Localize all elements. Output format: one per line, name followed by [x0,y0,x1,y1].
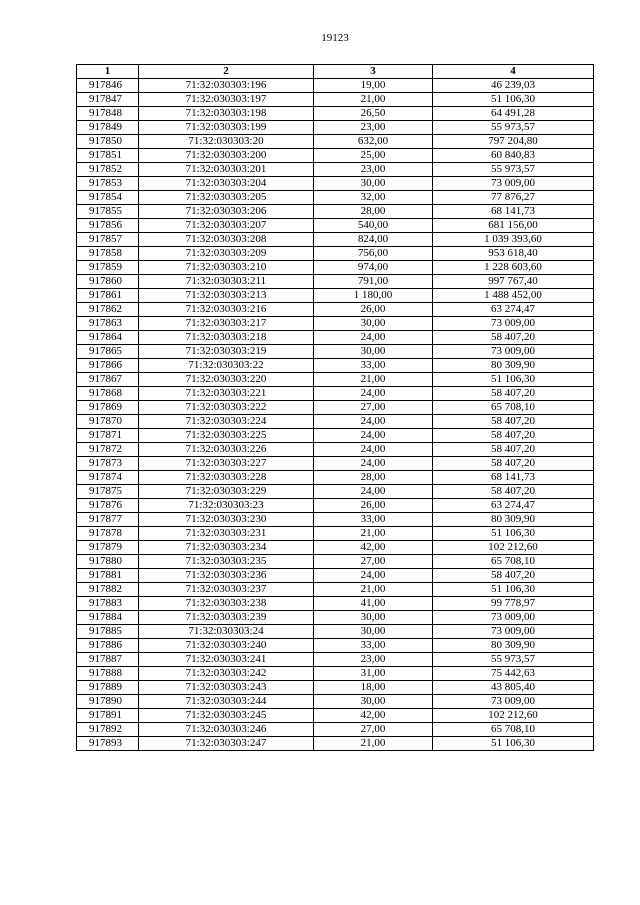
value-cell: 65 708,10 [433,723,594,737]
value-cell: 51 106,30 [433,527,594,541]
area-cell: 24,00 [314,415,433,429]
cadastral-number-cell: 71:32:030303:229 [139,485,314,499]
table-row [77,639,594,653]
table-row [77,303,594,317]
area-cell: 1 180,00 [314,289,433,303]
row-number-cell: 917881 [77,569,139,583]
value-cell: 73 009,00 [433,177,594,191]
row-number-cell: 917889 [77,681,139,695]
table-row [77,541,594,555]
cadastral-number-cell: 71:32:030303:225 [139,429,314,443]
table-row [77,79,594,93]
table-row [77,219,594,233]
cadastral-number-cell: 71:32:030303:213 [139,289,314,303]
value-cell: 1 228 603,60 [433,261,594,275]
table-row [77,415,594,429]
cadastral-number-cell: 71:32:030303:211 [139,275,314,289]
table-row [77,611,594,625]
value-cell: 58 407,20 [433,569,594,583]
cadastral-number-cell: 71:32:030303:226 [139,443,314,457]
area-cell: 24,00 [314,443,433,457]
area-cell: 25,00 [314,149,433,163]
cadastral-number-cell: 71:32:030303:224 [139,415,314,429]
value-cell: 55 973,57 [433,121,594,135]
value-cell: 51 106,30 [433,583,594,597]
area-cell: 30,00 [314,345,433,359]
cadastral-number-cell: 71:32:030303:239 [139,611,314,625]
area-cell: 24,00 [314,569,433,583]
cadastral-number-cell: 71:32:030303:242 [139,667,314,681]
row-number-cell: 917873 [77,457,139,471]
value-cell: 58 407,20 [433,387,594,401]
value-cell: 73 009,00 [433,345,594,359]
area-cell: 21,00 [314,93,433,107]
cadastral-number-cell: 71:32:030303:231 [139,527,314,541]
row-number-cell: 917888 [77,667,139,681]
table-row [77,597,594,611]
cadastral-number-cell: 71:32:030303:204 [139,177,314,191]
area-cell: 26,00 [314,303,433,317]
table-row [77,93,594,107]
row-number-cell: 917886 [77,639,139,653]
table-row [77,485,594,499]
row-number-cell: 917876 [77,499,139,513]
table-row [77,289,594,303]
cadastral-number-cell: 71:32:030303:247 [139,737,314,751]
area-cell: 24,00 [314,429,433,443]
table-row [77,471,594,485]
area-cell: 33,00 [314,639,433,653]
cadastral-number-cell: 71:32:030303:244 [139,695,314,709]
table-row [77,135,594,149]
cadastral-number-cell: 71:32:030303:206 [139,205,314,219]
table-row [77,527,594,541]
cadastral-number-cell: 71:32:030303:246 [139,723,314,737]
cadastral-number-cell: 71:32:030303:240 [139,639,314,653]
row-number-cell: 917891 [77,709,139,723]
cadastral-number-cell: 71:32:030303:221 [139,387,314,401]
cadastral-number-cell: 71:32:030303:227 [139,457,314,471]
area-cell: 42,00 [314,709,433,723]
value-cell: 102 212,60 [433,709,594,723]
row-number-cell: 917883 [77,597,139,611]
cadastral-number-cell: 71:32:030303:228 [139,471,314,485]
table-row [77,317,594,331]
area-cell: 24,00 [314,485,433,499]
row-number-cell: 917852 [77,163,139,177]
table-row [77,667,594,681]
column-header-4: 4 [433,65,594,79]
area-cell: 23,00 [314,163,433,177]
row-number-cell: 917853 [77,177,139,191]
cadastral-number-cell: 71:32:030303:24 [139,625,314,639]
area-cell: 23,00 [314,653,433,667]
value-cell: 55 973,57 [433,653,594,667]
area-cell: 21,00 [314,527,433,541]
area-cell: 42,00 [314,541,433,555]
area-cell: 26,50 [314,107,433,121]
value-cell: 51 106,30 [433,737,594,751]
cadastral-number-cell: 71:32:030303:218 [139,331,314,345]
area-cell: 824,00 [314,233,433,247]
value-cell: 63 274,47 [433,499,594,513]
row-number-cell: 917875 [77,485,139,499]
area-cell: 28,00 [314,471,433,485]
row-number-cell: 917874 [77,471,139,485]
row-number-cell: 917870 [77,415,139,429]
area-cell: 21,00 [314,737,433,751]
row-number-cell: 917855 [77,205,139,219]
cadastral-number-cell: 71:32:030303:230 [139,513,314,527]
value-cell: 73 009,00 [433,625,594,639]
cadastral-number-cell: 71:32:030303:243 [139,681,314,695]
value-cell: 80 309,90 [433,513,594,527]
table-row [77,163,594,177]
row-number-cell: 917851 [77,149,139,163]
row-number-cell: 917864 [77,331,139,345]
value-cell: 46 239,03 [433,79,594,93]
table-row [77,345,594,359]
table-row [77,429,594,443]
row-number-cell: 917884 [77,611,139,625]
area-cell: 21,00 [314,373,433,387]
row-number-cell: 917867 [77,373,139,387]
value-cell: 681 156,00 [433,219,594,233]
cadastral-number-cell: 71:32:030303:199 [139,121,314,135]
area-cell: 24,00 [314,457,433,471]
area-cell: 30,00 [314,177,433,191]
area-cell: 23,00 [314,121,433,135]
column-header-3: 3 [314,65,433,79]
area-cell: 26,00 [314,499,433,513]
table-row [77,275,594,289]
table-row [77,625,594,639]
value-cell: 63 274,47 [433,303,594,317]
cadastral-number-cell: 71:32:030303:235 [139,555,314,569]
row-number-cell: 917863 [77,317,139,331]
table-row [77,723,594,737]
row-number-cell: 917868 [77,387,139,401]
column-header-1: 1 [77,65,139,79]
value-cell: 68 141,73 [433,205,594,219]
value-cell: 51 106,30 [433,373,594,387]
value-cell: 68 141,73 [433,471,594,485]
table-row [77,653,594,667]
value-cell: 73 009,00 [433,611,594,625]
table-row [77,681,594,695]
area-cell: 33,00 [314,513,433,527]
area-cell: 27,00 [314,555,433,569]
table-row [77,555,594,569]
value-cell: 43 805,40 [433,681,594,695]
cadastral-number-cell: 71:32:030303:217 [139,317,314,331]
row-number-cell: 917885 [77,625,139,639]
row-number-cell: 917860 [77,275,139,289]
cadastral-number-cell: 71:32:030303:200 [139,149,314,163]
value-cell: 1 039 393,60 [433,233,594,247]
row-number-cell: 917882 [77,583,139,597]
cadastral-number-cell: 71:32:030303:245 [139,709,314,723]
row-number-cell: 917848 [77,107,139,121]
table-row [77,737,594,751]
table-row [77,191,594,205]
value-cell: 58 407,20 [433,331,594,345]
row-number-cell: 917846 [77,79,139,93]
value-cell: 55 973,57 [433,163,594,177]
area-cell: 21,00 [314,583,433,597]
cadastral-number-cell: 71:32:030303:237 [139,583,314,597]
cadastral-number-cell: 71:32:030303:20 [139,135,314,149]
value-cell: 58 407,20 [433,443,594,457]
row-number-cell: 917871 [77,429,139,443]
area-cell: 791,00 [314,275,433,289]
table-row [77,513,594,527]
cadastral-number-cell: 71:32:030303:22 [139,359,314,373]
cadastral-number-cell: 71:32:030303:236 [139,569,314,583]
cadastral-number-cell: 71:32:030303:196 [139,79,314,93]
value-cell: 58 407,20 [433,415,594,429]
area-cell: 24,00 [314,331,433,345]
value-cell: 1 488 452,00 [433,289,594,303]
table-row [77,695,594,709]
row-number-cell: 917850 [77,135,139,149]
cadastral-number-cell: 71:32:030303:23 [139,499,314,513]
area-cell: 974,00 [314,261,433,275]
area-cell: 18,00 [314,681,433,695]
cadastral-number-cell: 71:32:030303:201 [139,163,314,177]
table-row [77,261,594,275]
area-cell: 30,00 [314,625,433,639]
row-number-cell: 917887 [77,653,139,667]
cadastral-number-cell: 71:32:030303:207 [139,219,314,233]
cadastral-number-cell: 71:32:030303:210 [139,261,314,275]
value-cell: 65 708,10 [433,401,594,415]
row-number-cell: 917861 [77,289,139,303]
value-cell: 65 708,10 [433,555,594,569]
row-number-cell: 917859 [77,261,139,275]
table-row [77,387,594,401]
cadastral-number-cell: 71:32:030303:197 [139,93,314,107]
table-row [77,177,594,191]
row-number-cell: 917862 [77,303,139,317]
value-cell: 73 009,00 [433,317,594,331]
row-number-cell: 917847 [77,93,139,107]
value-cell: 58 407,20 [433,457,594,471]
table-row [77,149,594,163]
area-cell: 31,00 [314,667,433,681]
page-number: 19123 [321,32,349,44]
area-cell: 540,00 [314,219,433,233]
row-number-cell: 917880 [77,555,139,569]
value-cell: 58 407,20 [433,485,594,499]
row-number-cell: 917872 [77,443,139,457]
row-number-cell: 917856 [77,219,139,233]
table-row [77,359,594,373]
value-cell: 953 618,40 [433,247,594,261]
cadastral-number-cell: 71:32:030303:220 [139,373,314,387]
value-cell: 77 876,27 [433,191,594,205]
table-row [77,457,594,471]
cadastral-number-cell: 71:32:030303:198 [139,107,314,121]
value-cell: 75 442,63 [433,667,594,681]
column-header-2: 2 [139,65,314,79]
value-cell: 80 309,90 [433,359,594,373]
row-number-cell: 917879 [77,541,139,555]
area-cell: 30,00 [314,317,433,331]
cadastral-number-cell: 71:32:030303:209 [139,247,314,261]
row-number-cell: 917878 [77,527,139,541]
row-number-cell: 917869 [77,401,139,415]
table-row [77,205,594,219]
area-cell: 27,00 [314,723,433,737]
row-number-cell: 917877 [77,513,139,527]
cadastral-number-cell: 71:32:030303:241 [139,653,314,667]
cadastral-number-cell: 71:32:030303:234 [139,541,314,555]
value-cell: 99 778,97 [433,597,594,611]
area-cell: 33,00 [314,359,433,373]
row-number-cell: 917893 [77,737,139,751]
row-number-cell: 917857 [77,233,139,247]
table-row [77,121,594,135]
row-number-cell: 917849 [77,121,139,135]
value-cell: 80 309,90 [433,639,594,653]
header-row [77,65,594,79]
area-cell: 24,00 [314,387,433,401]
table-row [77,107,594,121]
cadastral-number-cell: 71:32:030303:222 [139,401,314,415]
table-row [77,443,594,457]
value-cell: 60 840,83 [433,149,594,163]
cadastral-number-cell: 71:32:030303:219 [139,345,314,359]
area-cell: 30,00 [314,611,433,625]
value-cell: 73 009,00 [433,695,594,709]
area-cell: 28,00 [314,205,433,219]
row-number-cell: 917865 [77,345,139,359]
area-cell: 30,00 [314,695,433,709]
table-body [77,79,594,751]
cadastral-number-cell: 71:32:030303:208 [139,233,314,247]
value-cell: 64 491,28 [433,107,594,121]
row-number-cell: 917892 [77,723,139,737]
table-row [77,709,594,723]
cadastral-number-cell: 71:32:030303:238 [139,597,314,611]
table-row [77,569,594,583]
table-row [77,247,594,261]
table-row [77,373,594,387]
row-number-cell: 917890 [77,695,139,709]
cadastral-number-cell: 71:32:030303:205 [139,191,314,205]
table-row [77,401,594,415]
area-cell: 632,00 [314,135,433,149]
table-row [77,583,594,597]
value-cell: 102 212,60 [433,541,594,555]
value-cell: 58 407,20 [433,429,594,443]
table-row [77,331,594,345]
area-cell: 41,00 [314,597,433,611]
row-number-cell: 917866 [77,359,139,373]
area-cell: 27,00 [314,401,433,415]
row-number-cell: 917854 [77,191,139,205]
value-cell: 797 204,80 [433,135,594,149]
area-cell: 19,00 [314,79,433,93]
area-cell: 32,00 [314,191,433,205]
value-cell: 51 106,30 [433,93,594,107]
area-cell: 756,00 [314,247,433,261]
row-number-cell: 917858 [77,247,139,261]
table-header [77,65,594,79]
value-cell: 997 767,40 [433,275,594,289]
data-table [76,64,594,751]
cadastral-number-cell: 71:32:030303:216 [139,303,314,317]
table-row [77,233,594,247]
table-row [77,499,594,513]
